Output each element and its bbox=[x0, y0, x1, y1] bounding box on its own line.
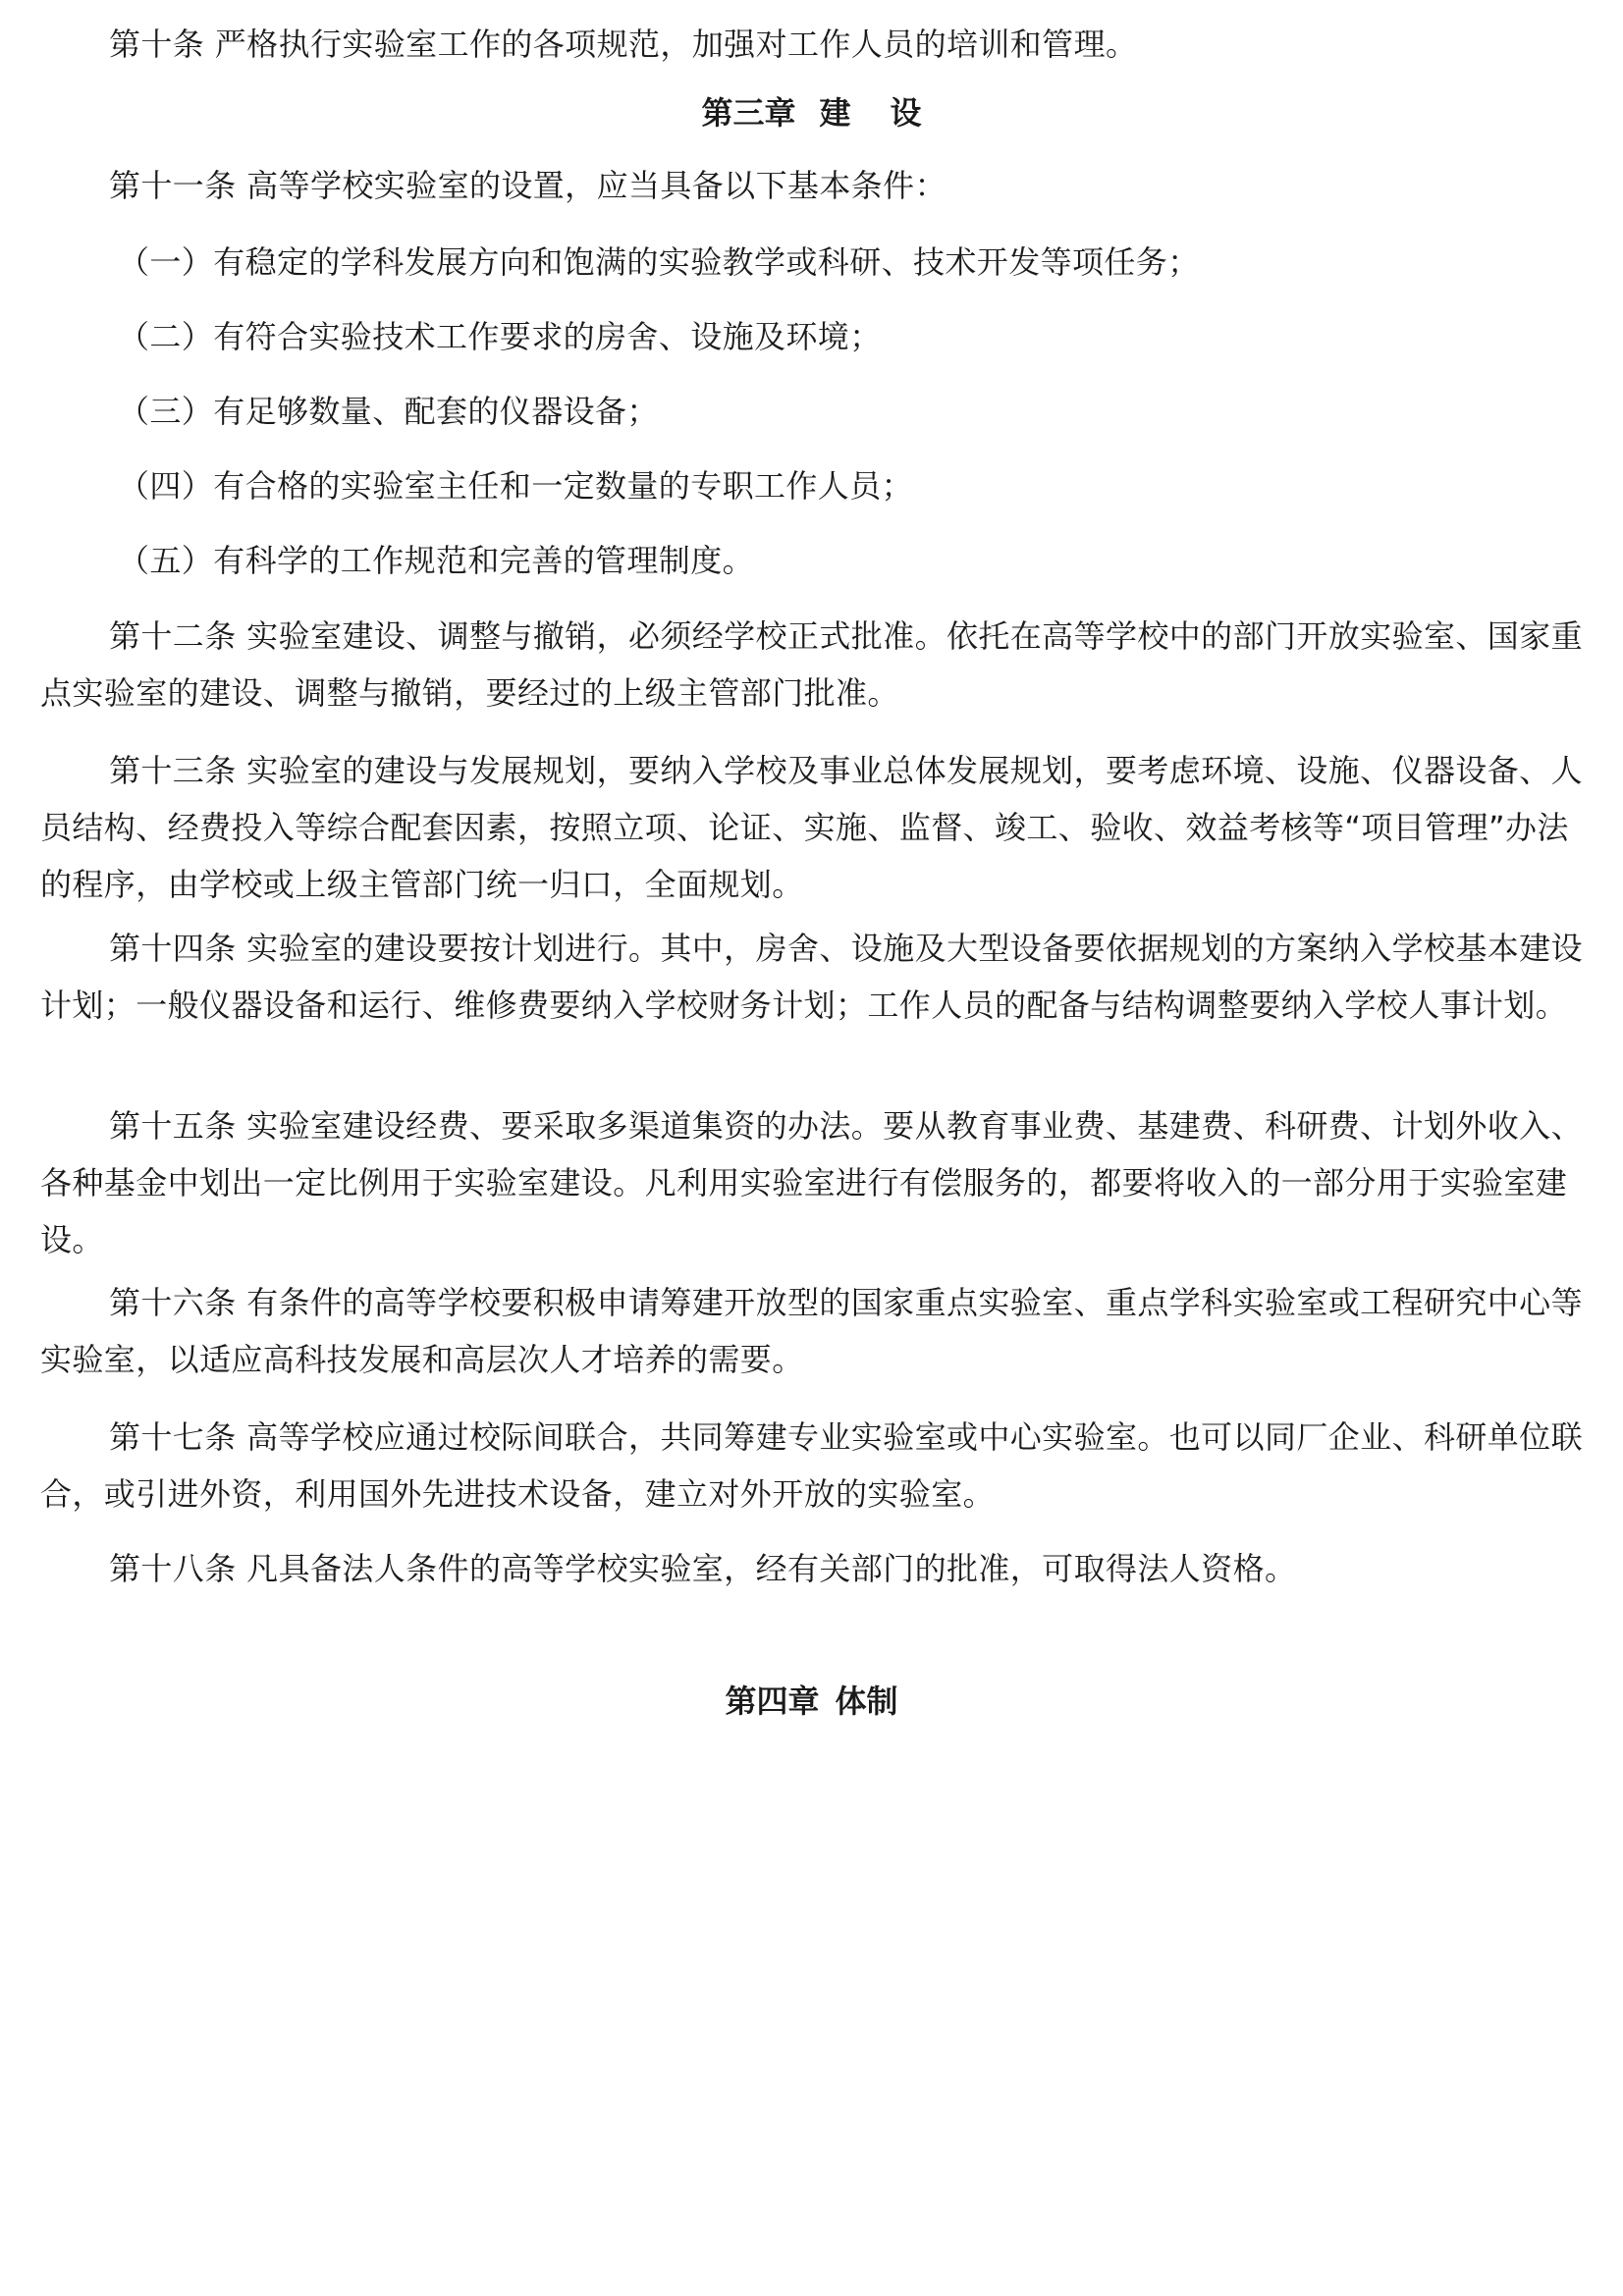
chapter-3-heading bbox=[0, 84, 1623, 141]
article-11-item-5: （五）有科学的工作规范和完善的管理制度。 bbox=[118, 542, 755, 579]
article-11-item-1: （一）有稳定的学科发展方向和饱满的实验教学或科研、技术开发等项任务； bbox=[118, 243, 1200, 281]
article-13: 第十三条 实验室的建设与发展规划，要纳入学校及事业总体发展规划，要考虑环境、设施、仪器设备、人员结构、经费投入等综合配套因素，按照立项、论证、实施、监督、竣工、验收、效益考核等“项目管理”办法的程序，由学校或上级主管部门统一归口，全面规划。 bbox=[40, 752, 1583, 903]
chapter-4-label: 第四章 bbox=[725, 1682, 820, 1720]
article-16: 第十六条 有条件的高等学校要积极申请筹建开放型的国家重点实验室、重点学科实验室或工程研究中心等实验室，以适应高科技发展和高层次人才培养的需要。 bbox=[40, 1284, 1583, 1378]
article-17: 第十七条 高等学校应通过校际间联合，共同筹建专业实验室或中心实验室。也可以同厂企业、科研单位联合，或引进外资，利用国外先进技术设备，建立对外开放的实验室。 bbox=[40, 1418, 1583, 1513]
chapter-3-title-char-1: 建 bbox=[819, 94, 851, 132]
article-11-item-3: （三）有足够数量、配套的仪器设备； bbox=[118, 393, 659, 430]
article-11: 第十一条 高等学校实验室的设置，应当具备以下基本条件： bbox=[109, 167, 947, 204]
chapter-3-title-char-2: 设 bbox=[890, 94, 922, 132]
article-14: 第十四条 实验室的建设要按计划进行。其中，房舍、设施及大型设备要依据规划的方案纳入学校基本建设计划；一般仪器设备和运行、维修费要纳入学校财务计划；工作人员的配备与结构调整要纳入学校人事计划。 bbox=[40, 930, 1583, 1024]
article-11-item-2: （二）有符合实验技术工作要求的房舍、设施及环境； bbox=[118, 318, 882, 355]
article-10: 第十条 严格执行实验室工作的各项规范，加强对工作人员的培训和管理。 bbox=[109, 26, 1138, 63]
article-11-item-4: （四）有合格的实验室主任和一定数量的专职工作人员； bbox=[118, 467, 914, 505]
chapter-4-heading bbox=[0, 1673, 1623, 1730]
article-12: 第十二条 实验室建设、调整与撤销，必须经学校正式批准。依托在高等学校中的部门开放实验室、国家重点实验室的建设、调整与撤销，要经过的上级主管部门批准。 bbox=[40, 617, 1583, 712]
article-15: 第十五条 实验室建设经费、要采取多渠道集资的办法。要从教育事业费、基建费、科研费、计划外收入、各种基金中划出一定比例用于实验室建设。凡利用实验室进行有偿服务的，都要将收入的一部分用于实验室建设。 bbox=[40, 1107, 1583, 1258]
chapter-4-title: 体制 bbox=[835, 1682, 898, 1720]
article-18: 第十八条 凡具备法人条件的高等学校实验室，经有关部门的批准，可取得法人资格。 bbox=[109, 1550, 1297, 1587]
chapter-3-label: 第三章 bbox=[701, 94, 796, 132]
